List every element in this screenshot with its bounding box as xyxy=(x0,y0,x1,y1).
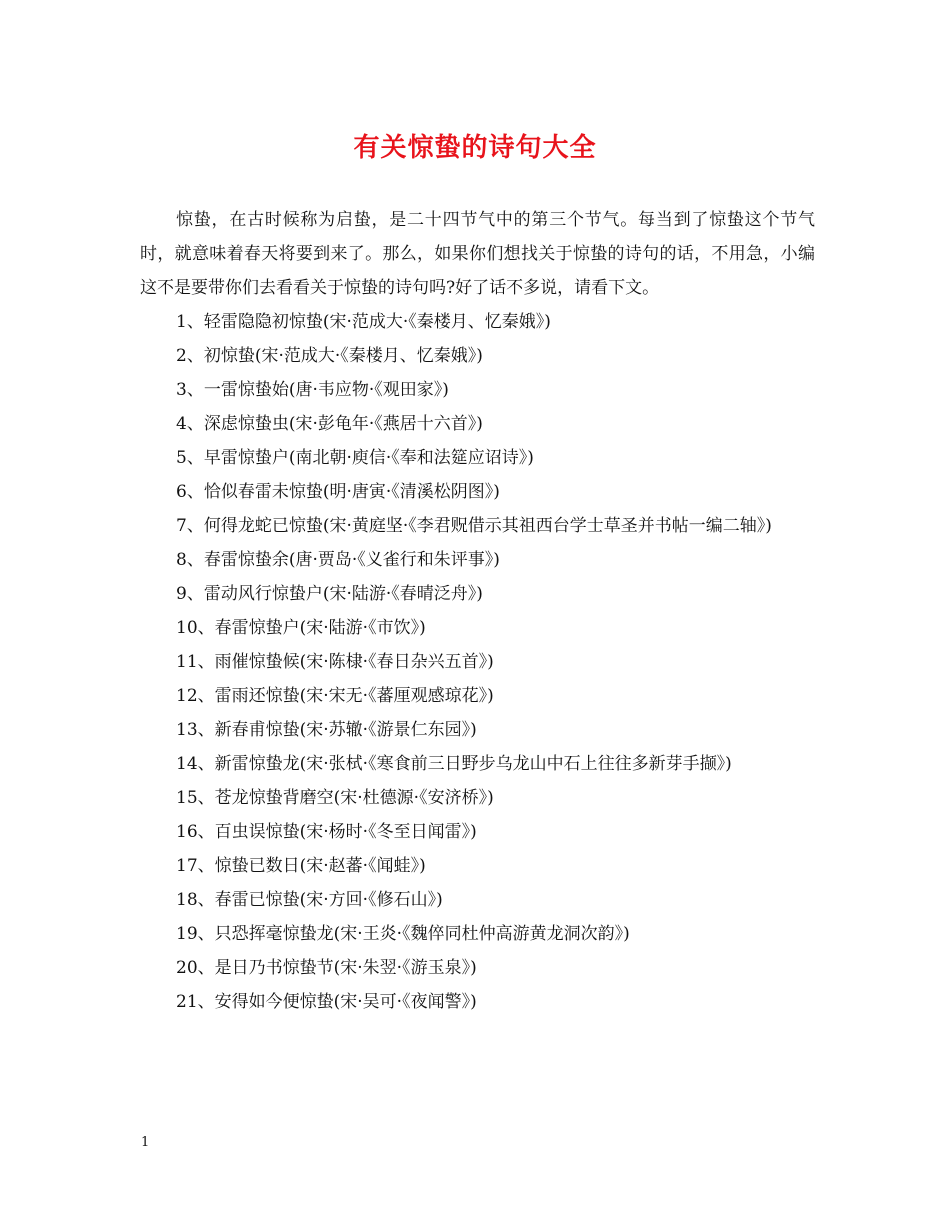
list-item: 4、深虑惊蛰虫(宋·彭龟年·《燕居十六首》) xyxy=(176,414,483,434)
document-body xyxy=(140,203,815,1019)
list-item: 3、一雷惊蛰始(唐·韦应物·《观田家》) xyxy=(176,380,449,400)
list-item: 5、早雷惊蛰户(南北朝·庾信·《奉和法筵应诏诗》) xyxy=(176,448,534,468)
list-item: 13、新春甫惊蛰(宋·苏辙·《游景仁东园》) xyxy=(176,720,477,740)
list-item: 10、春雷惊蛰户(宋·陆游·《市饮》) xyxy=(176,618,426,638)
list-item: 11、雨催惊蛰候(宋·陈棣·《春日杂兴五首》) xyxy=(176,652,494,672)
list-item: 7、何得龙蛇已惊蛰(宋·黄庭坚·《李君贶借示其祖西台学士草圣并书帖一编二轴》) xyxy=(176,516,772,536)
list-item: 21、安得如今便惊蛰(宋·吴可·《夜闻警》) xyxy=(176,992,477,1012)
list-item: 6、恰似春雷未惊蛰(明·唐寅·《清溪松阴图》) xyxy=(176,482,500,502)
list-item: 16、百虫误惊蛰(宋·杨时·《冬至日闻雷》) xyxy=(176,822,477,842)
list-item: 18、春雷已惊蛰(宋·方回·《修石山》) xyxy=(176,890,443,910)
page-title: 有关惊蛰的诗句大全 xyxy=(353,133,597,163)
list-item: 2、初惊蛰(宋·范成大·《秦楼月、忆秦娥》) xyxy=(176,346,483,366)
list-item: 17、惊蛰已数日(宋·赵蕃·《闻蛙》) xyxy=(176,856,426,876)
list-item: 8、春雷惊蛰余(唐·贾岛·《义雀行和朱评事》) xyxy=(176,550,500,570)
list-item: 12、雷雨还惊蛰(宋·宋无·《蕃厘观感琼花》) xyxy=(176,686,494,706)
poem-list xyxy=(140,305,815,1019)
list-item: 15、苍龙惊蛰背磨空(宋·杜德源·《安济桥》) xyxy=(176,788,494,808)
list-item: 19、只恐挥毫惊蛰龙(宋·王炎·《魏倅同杜仲高游黄龙洞次韵》) xyxy=(176,924,630,944)
list-item: 20、是日乃书惊蛰节(宋·朱翌·《游玉泉》) xyxy=(176,958,477,978)
list-item: 1、轻雷隐隐初惊蛰(宋·范成大·《秦楼月、忆秦娥》) xyxy=(176,312,551,332)
intro-paragraph: 惊蛰，在古时候称为启蛰，是二十四节气中的第三个节气。每当到了惊蛰这个节气时，就意味着春天将要到来了。那么，如果你们想找关于惊蛰的诗句的话，不用急，小编这不是要带你们去看看关于惊蛰的诗句吗?好了话不多说，请看下文。 xyxy=(140,210,815,298)
list-item: 9、雷动风行惊蛰户(宋·陆游·《春晴泛舟》) xyxy=(176,584,483,604)
list-item: 14、新雷惊蛰龙(宋·张栻·《寒食前三日野步乌龙山中石上往往多新芽手撷》) xyxy=(176,754,732,774)
page-number: 1 xyxy=(141,1135,150,1150)
